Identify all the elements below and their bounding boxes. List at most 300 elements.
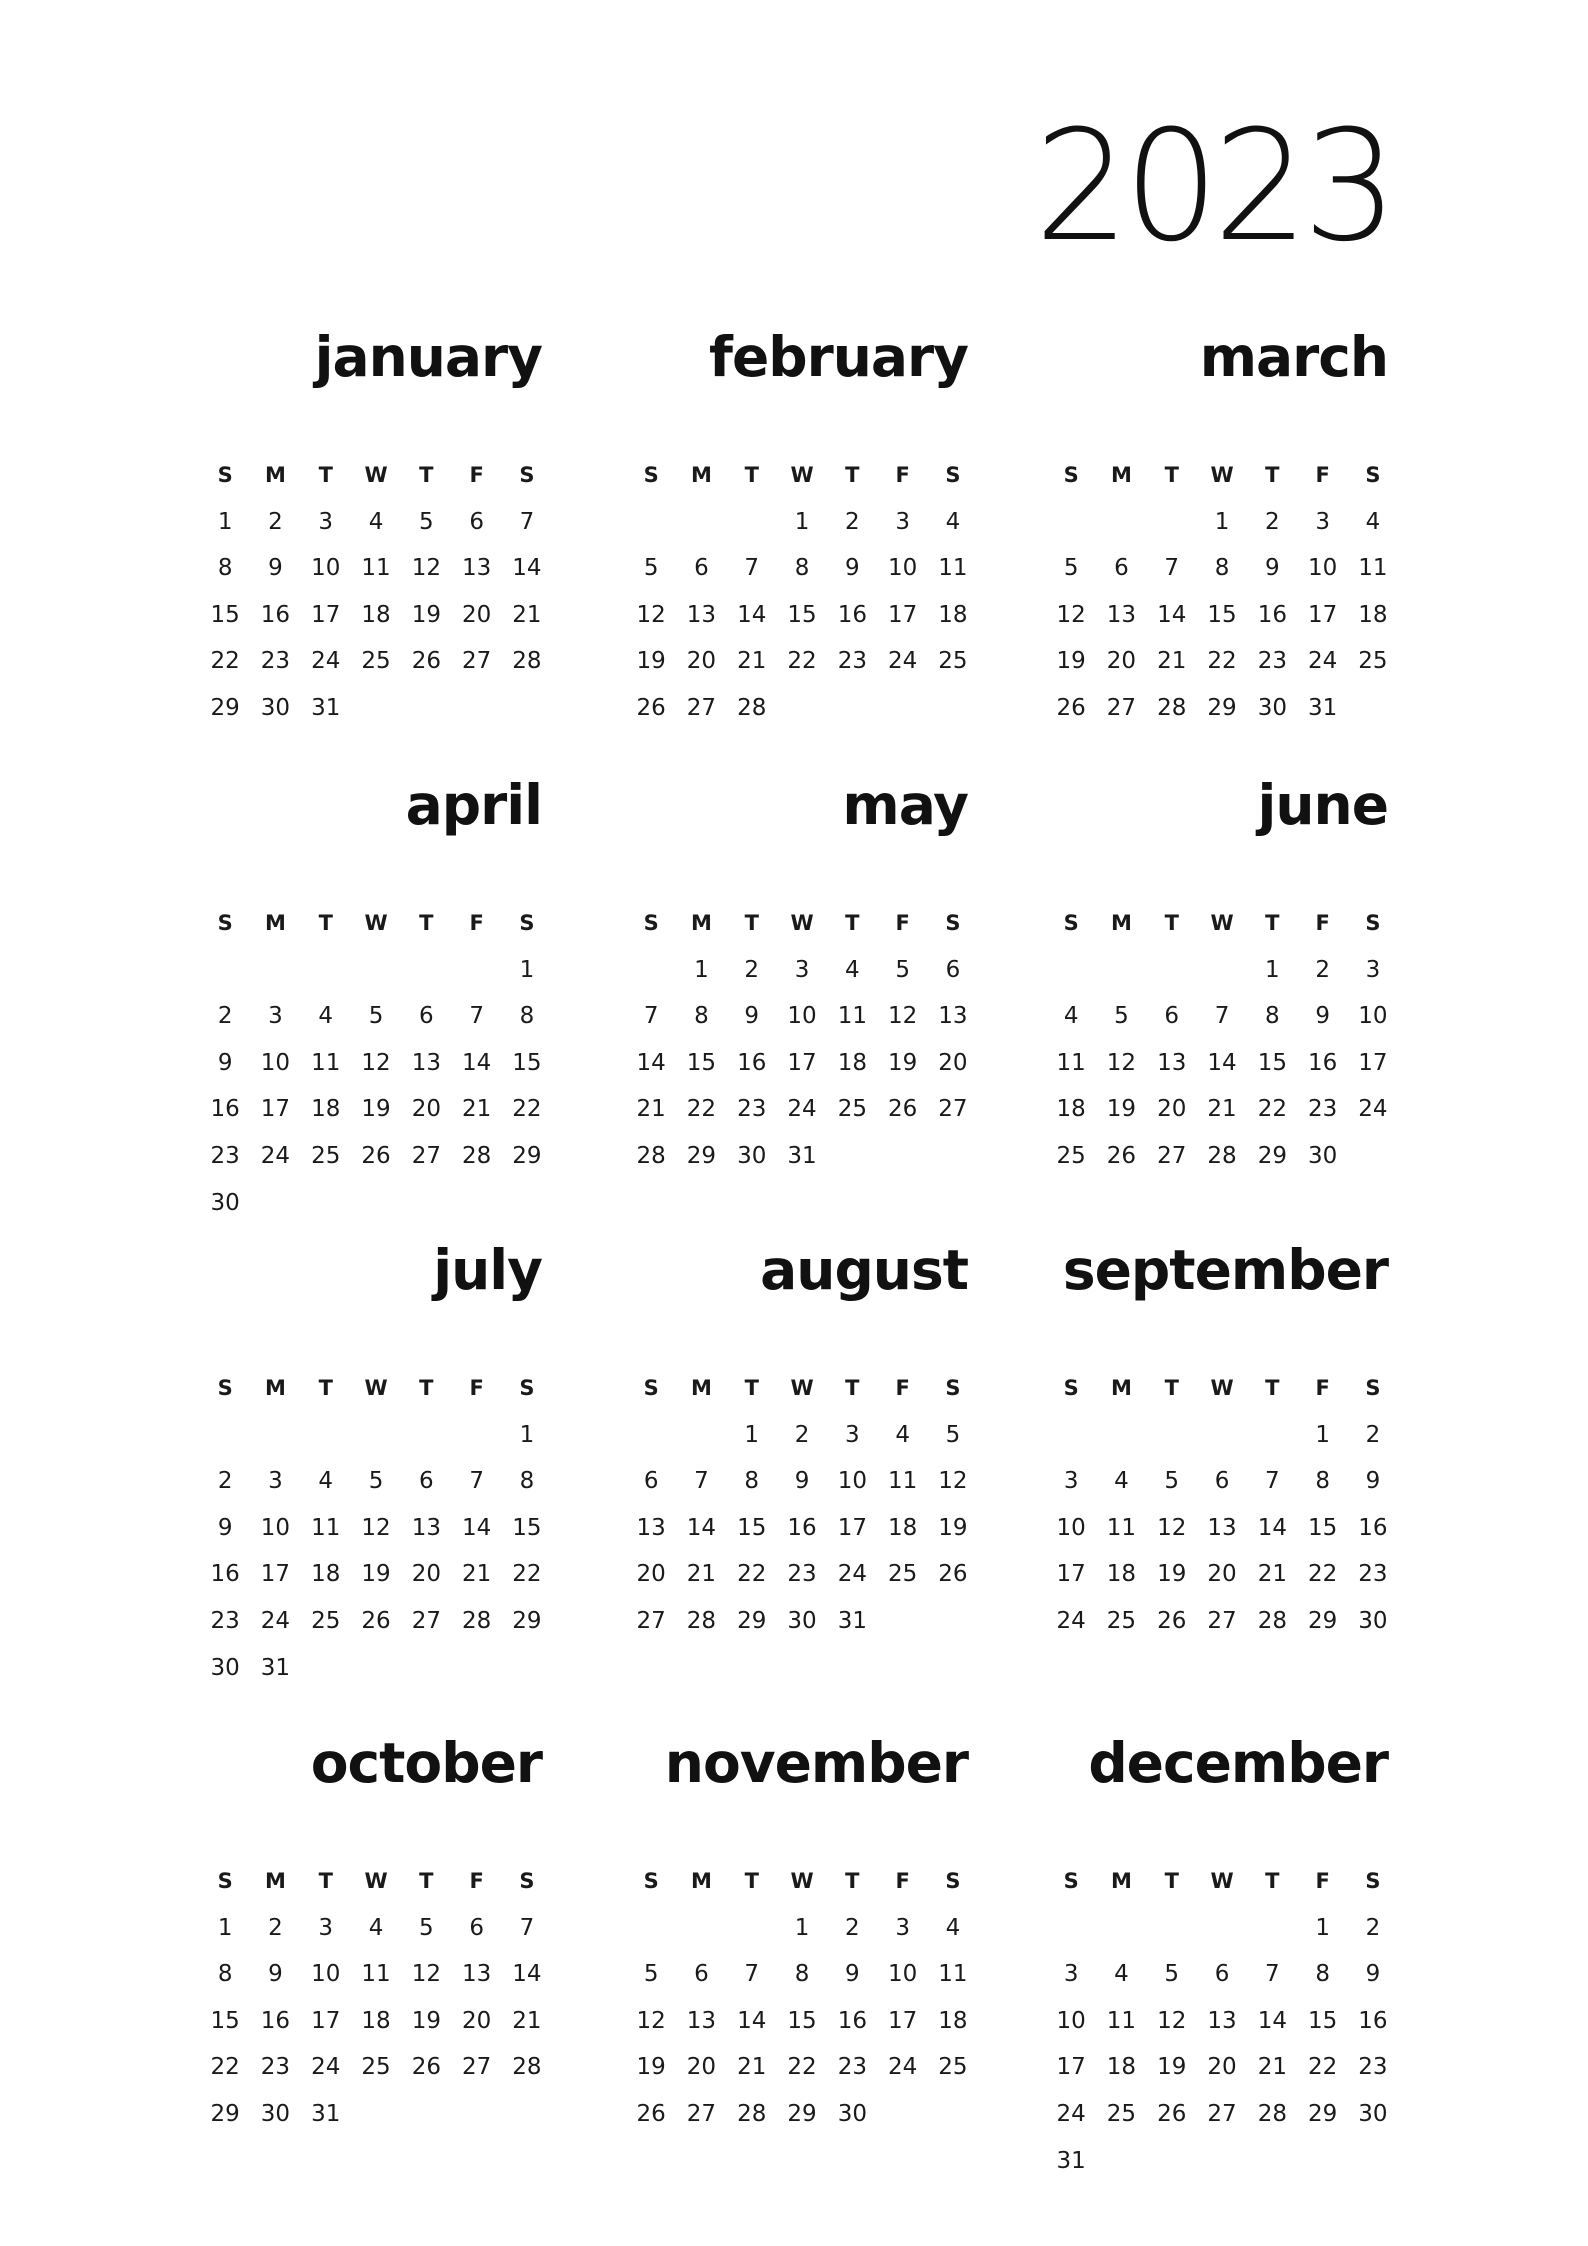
weekday-label: T	[419, 1869, 434, 1893]
day-cell: 8	[694, 1003, 709, 1030]
day-cell: 28	[461, 1607, 492, 1634]
weekday-label: W	[364, 1376, 388, 1400]
day-cell: 9	[268, 555, 283, 582]
day-cell: 30	[1358, 2100, 1388, 2127]
day-cell: 18	[938, 601, 968, 628]
day-cell: 29	[512, 1142, 542, 1169]
day-cell: 18	[837, 1049, 867, 1076]
weekday-label: S	[519, 1376, 535, 1400]
weekday-label: F	[469, 1376, 484, 1400]
day-cell: 25	[837, 1096, 867, 1123]
day-cell: 25	[311, 1142, 341, 1169]
day-cell: 12	[1056, 601, 1086, 628]
day-cell: 25	[1358, 648, 1388, 675]
month-grid	[200, 900, 552, 1226]
day-cell: 31	[260, 1654, 291, 1681]
weekday-label: S	[643, 1869, 659, 1893]
day-cell: 4	[1114, 1468, 1129, 1495]
day-cell: 20	[1106, 648, 1137, 675]
day-cell: 1	[217, 508, 233, 535]
day-cell: 13	[461, 1961, 492, 1988]
day-cell: 11	[311, 1049, 341, 1076]
empty-day-cell	[1147, 1412, 1197, 1459]
day-cell: 13	[1207, 2007, 1237, 2034]
day-cell: 13	[636, 1514, 666, 1541]
day-cell: 3	[318, 508, 334, 535]
day-cell: 27	[411, 1142, 441, 1169]
weekday-label: T	[744, 1869, 759, 1893]
day-cell: 2	[794, 1421, 810, 1448]
day-cell: 1	[1265, 956, 1280, 983]
month-september	[1046, 1238, 1398, 1645]
day-cell: 22	[210, 648, 240, 675]
day-cell: 24	[260, 1142, 291, 1169]
weekday-label: T	[744, 911, 759, 935]
month-name: july	[433, 1238, 542, 1302]
day-cell: 31	[311, 2100, 341, 2127]
day-cell: 17	[311, 601, 341, 628]
weekday-label: M	[1110, 1869, 1132, 1893]
day-cell: 27	[461, 648, 492, 675]
day-cell: 14	[1257, 1514, 1287, 1541]
day-cell: 4	[945, 508, 961, 535]
month-name: june	[1257, 773, 1388, 837]
day-cell: 19	[1157, 2054, 1187, 2081]
day-cell: 29	[737, 1607, 767, 1634]
day-cell: 9	[217, 1049, 233, 1076]
day-cell: 12	[361, 1049, 391, 1076]
weekday-label: W	[364, 911, 388, 935]
day-cell: 12	[411, 1961, 441, 1988]
day-cell: 30	[260, 2100, 291, 2127]
weekday-label: W	[790, 911, 814, 935]
empty-day-cell	[727, 1905, 777, 1952]
day-cell: 10	[311, 1961, 341, 1988]
day-cell: 30	[260, 694, 291, 721]
day-cell: 22	[1257, 1096, 1287, 1123]
day-cell: 29	[1307, 2100, 1338, 2127]
day-cell: 6	[1214, 1468, 1230, 1495]
day-cell: 18	[311, 1561, 341, 1588]
day-cell: 5	[643, 1961, 659, 1988]
day-cell: 22	[686, 1096, 717, 1123]
month-name: november	[664, 1731, 968, 1795]
day-cell: 19	[361, 1096, 391, 1123]
day-cell: 15	[210, 601, 240, 628]
weekday-label: T	[1265, 463, 1280, 487]
day-cell: 24	[1358, 1096, 1388, 1123]
day-cell: 10	[1056, 2007, 1086, 2034]
day-cell: 17	[787, 1049, 817, 1076]
weekday-label: T	[1164, 1376, 1179, 1400]
day-cell: 8	[1265, 1003, 1280, 1030]
day-cell: 6	[469, 1914, 484, 1941]
day-cell: 3	[794, 956, 810, 983]
day-cell: 28	[461, 1142, 492, 1169]
weekday-label: F	[895, 1869, 910, 1893]
day-cell: 4	[318, 1003, 334, 1030]
weekday-label: M	[264, 463, 286, 487]
empty-day-cell	[200, 947, 250, 994]
day-cell: 14	[461, 1049, 492, 1076]
day-cell: 21	[1257, 2054, 1287, 2081]
day-cell: 13	[938, 1003, 968, 1030]
day-cell: 17	[260, 1561, 291, 1588]
day-cell: 1	[1315, 1421, 1330, 1448]
day-cell: 20	[1207, 2054, 1237, 2081]
day-cell: 12	[1157, 1514, 1187, 1541]
day-cell: 19	[411, 2007, 441, 2034]
day-cell: 25	[361, 648, 391, 675]
day-cell: 28	[512, 648, 542, 675]
empty-day-cell	[1247, 1412, 1297, 1459]
day-cell: 10	[837, 1468, 867, 1495]
day-cell: 8	[794, 1961, 810, 1988]
day-cell: 19	[1157, 1561, 1187, 1588]
day-cell: 19	[636, 648, 666, 675]
empty-day-cell	[301, 1412, 351, 1459]
day-cell: 21	[636, 1096, 666, 1123]
weekday-label: T	[845, 911, 860, 935]
day-cell: 17	[260, 1096, 291, 1123]
day-cell: 17	[311, 2007, 341, 2034]
day-cell: 17	[887, 2007, 918, 2034]
day-cell: 13	[411, 1049, 441, 1076]
day-cell: 30	[837, 2100, 867, 2127]
weekday-label: W	[790, 1869, 814, 1893]
empty-day-cell	[676, 499, 726, 546]
day-cell: 19	[361, 1561, 391, 1588]
month-february	[626, 325, 978, 732]
day-cell: 6	[469, 508, 484, 535]
day-cell: 7	[469, 1468, 484, 1495]
day-cell: 3	[895, 508, 910, 535]
month-march	[1046, 325, 1398, 732]
day-cell: 27	[1157, 1142, 1187, 1169]
month-grid	[1046, 1365, 1398, 1645]
weekday-label: W	[1210, 463, 1234, 487]
day-cell: 21	[737, 2054, 767, 2081]
day-cell: 7	[744, 1961, 760, 1988]
day-cell: 11	[1056, 1049, 1086, 1076]
empty-day-cell	[250, 1412, 300, 1459]
day-cell: 16	[210, 1096, 240, 1123]
day-cell: 13	[411, 1514, 441, 1541]
weekday-label: S	[945, 911, 961, 935]
day-cell: 24	[887, 648, 918, 675]
weekday-label: T	[318, 911, 333, 935]
day-cell: 16	[1358, 1514, 1388, 1541]
day-cell: 25	[311, 1607, 341, 1634]
weekday-label: S	[643, 1376, 659, 1400]
day-cell: 5	[368, 1003, 384, 1030]
day-cell: 14	[737, 601, 767, 628]
weekday-label: T	[744, 463, 759, 487]
day-cell: 29	[686, 1142, 717, 1169]
month-june	[1046, 773, 1398, 1180]
month-december	[1046, 1731, 1398, 2184]
day-cell: 12	[411, 555, 441, 582]
day-cell: 15	[1257, 1049, 1287, 1076]
weekday-label: F	[1315, 463, 1330, 487]
weekday-label: T	[419, 1376, 434, 1400]
day-cell: 22	[787, 2054, 817, 2081]
empty-day-cell	[727, 499, 777, 546]
day-cell: 24	[887, 2054, 918, 2081]
weekday-label: W	[790, 1376, 814, 1400]
day-cell: 20	[938, 1049, 968, 1076]
empty-day-cell	[1247, 1905, 1297, 1952]
month-name: february	[709, 325, 968, 389]
day-cell: 12	[887, 1003, 918, 1030]
weekday-label: S	[1063, 1376, 1079, 1400]
day-cell: 16	[260, 2007, 291, 2034]
empty-day-cell	[1046, 947, 1096, 994]
day-cell: 1	[519, 956, 535, 983]
day-cell: 6	[1164, 1003, 1180, 1030]
day-cell: 31	[787, 1142, 817, 1169]
day-cell: 27	[411, 1607, 441, 1634]
day-cell: 9	[1315, 1003, 1330, 1030]
day-cell: 29	[210, 694, 240, 721]
day-cell: 4	[895, 1421, 910, 1448]
day-cell: 12	[938, 1468, 968, 1495]
day-cell: 20	[636, 1561, 666, 1588]
day-cell: 29	[1207, 694, 1237, 721]
weekday-label: T	[1164, 1869, 1179, 1893]
day-cell: 15	[787, 601, 817, 628]
day-cell: 11	[1106, 2007, 1137, 2034]
day-cell: 3	[1365, 956, 1381, 983]
day-cell: 12	[1106, 1049, 1137, 1076]
day-cell: 4	[845, 956, 860, 983]
empty-day-cell	[626, 1412, 676, 1459]
day-cell: 27	[1207, 2100, 1237, 2127]
day-cell: 2	[268, 508, 283, 535]
day-cell: 13	[686, 2007, 717, 2034]
day-cell: 31	[1307, 694, 1338, 721]
day-cell: 20	[411, 1561, 441, 1588]
day-cell: 2	[1315, 956, 1330, 983]
day-cell: 25	[1106, 2100, 1137, 2127]
empty-day-cell	[1046, 499, 1096, 546]
day-cell: 10	[311, 555, 341, 582]
day-cell: 24	[1307, 648, 1338, 675]
weekday-label: S	[945, 1869, 961, 1893]
day-cell: 27	[1106, 694, 1137, 721]
weekday-label: T	[318, 463, 333, 487]
day-cell: 28	[686, 1607, 717, 1634]
day-cell: 15	[210, 2007, 240, 2034]
day-cell: 11	[887, 1468, 918, 1495]
day-cell: 11	[938, 1961, 968, 1988]
day-cell: 22	[787, 648, 817, 675]
day-cell: 19	[887, 1049, 918, 1076]
day-cell: 11	[311, 1514, 341, 1541]
day-cell: 28	[512, 2054, 542, 2081]
day-cell: 5	[368, 1468, 384, 1495]
day-cell: 24	[311, 2054, 341, 2081]
weekday-label: S	[1365, 1376, 1381, 1400]
day-cell: 16	[1358, 2007, 1388, 2034]
day-cell: 21	[461, 1096, 492, 1123]
day-cell: 14	[461, 1514, 492, 1541]
day-cell: 23	[1358, 2054, 1388, 2081]
empty-day-cell	[676, 1905, 726, 1952]
day-cell: 2	[1265, 508, 1280, 535]
day-cell: 16	[1307, 1049, 1338, 1076]
weekday-label: M	[264, 911, 286, 935]
day-cell: 30	[737, 1142, 767, 1169]
day-cell: 7	[694, 1468, 709, 1495]
day-cell: 12	[636, 601, 666, 628]
weekday-label: W	[1210, 1376, 1234, 1400]
empty-day-cell	[1147, 947, 1197, 994]
day-cell: 12	[1157, 2007, 1187, 2034]
month-grid	[626, 1365, 978, 1645]
day-cell: 1	[794, 1914, 810, 1941]
day-cell: 5	[419, 508, 434, 535]
month-grid	[200, 1858, 552, 2138]
day-cell: 30	[1358, 1607, 1388, 1634]
day-cell: 27	[686, 694, 717, 721]
weekday-label: T	[845, 1869, 860, 1893]
day-cell: 15	[686, 1049, 717, 1076]
day-cell: 3	[318, 1914, 334, 1941]
day-cell: 21	[512, 2007, 542, 2034]
day-cell: 12	[636, 2007, 666, 2034]
day-cell: 28	[1157, 694, 1187, 721]
day-cell: 28	[1257, 1607, 1287, 1634]
weekday-label: M	[1110, 911, 1132, 935]
month-name: january	[314, 325, 542, 389]
weekday-label: T	[845, 1376, 860, 1400]
day-cell: 24	[1056, 2100, 1086, 2127]
day-cell: 4	[1114, 1961, 1129, 1988]
empty-day-cell	[626, 947, 676, 994]
day-cell: 2	[1365, 1421, 1381, 1448]
day-cell: 21	[512, 601, 542, 628]
day-cell: 2	[217, 1468, 233, 1495]
month-name: march	[1199, 325, 1388, 389]
day-cell: 4	[1063, 1003, 1079, 1030]
day-cell: 31	[837, 1607, 867, 1634]
day-cell: 5	[1164, 1961, 1180, 1988]
day-cell: 21	[1207, 1096, 1237, 1123]
month-name: september	[1062, 1238, 1388, 1302]
day-cell: 22	[1307, 1561, 1338, 1588]
day-cell: 11	[1106, 1514, 1137, 1541]
day-cell: 13	[461, 555, 492, 582]
day-cell: 25	[938, 2054, 968, 2081]
weekday-label: W	[364, 463, 388, 487]
month-grid	[1046, 452, 1398, 732]
day-cell: 8	[519, 1003, 535, 1030]
day-cell: 6	[1214, 1961, 1230, 1988]
day-cell: 29	[1307, 1607, 1338, 1634]
day-cell: 7	[1214, 1003, 1230, 1030]
day-cell: 9	[1365, 1468, 1381, 1495]
weekday-label: T	[1265, 1869, 1280, 1893]
day-cell: 8	[794, 555, 810, 582]
day-cell: 2	[845, 1914, 860, 1941]
day-cell: 19	[1056, 648, 1086, 675]
day-cell: 8	[217, 1961, 233, 1988]
day-cell: 26	[411, 648, 441, 675]
weekday-label: F	[1315, 911, 1330, 935]
month-grid	[1046, 1858, 1398, 2184]
day-cell: 24	[787, 1096, 817, 1123]
day-cell: 4	[318, 1468, 334, 1495]
day-cell: 16	[787, 1514, 817, 1541]
day-cell: 17	[1056, 2054, 1086, 2081]
day-cell: 23	[1358, 1561, 1388, 1588]
day-cell: 27	[461, 2054, 492, 2081]
day-cell: 8	[1214, 555, 1230, 582]
weekday-label: S	[945, 463, 961, 487]
weekday-label: T	[744, 1376, 759, 1400]
day-cell: 25	[1056, 1142, 1086, 1169]
weekday-label: S	[1063, 1869, 1079, 1893]
day-cell: 20	[1207, 1561, 1237, 1588]
month-may	[626, 773, 978, 1180]
day-cell: 14	[512, 1961, 542, 1988]
weekday-label: M	[690, 911, 712, 935]
year-title: 2023	[1034, 98, 1392, 276]
day-cell: 25	[1106, 1607, 1137, 1634]
day-cell: 5	[419, 1914, 434, 1941]
day-cell: 3	[1063, 1961, 1079, 1988]
day-cell: 25	[361, 2054, 391, 2081]
day-cell: 15	[787, 2007, 817, 2034]
day-cell: 11	[361, 555, 391, 582]
day-cell: 11	[361, 1961, 391, 1988]
weekday-label: M	[690, 463, 712, 487]
weekday-label: T	[318, 1376, 333, 1400]
day-cell: 22	[512, 1096, 542, 1123]
day-cell: 1	[519, 1421, 535, 1448]
weekday-label: S	[519, 911, 535, 935]
day-cell: 7	[519, 508, 535, 535]
day-cell: 18	[1106, 2054, 1137, 2081]
day-cell: 23	[210, 1607, 240, 1634]
day-cell: 22	[512, 1561, 542, 1588]
day-cell: 26	[361, 1607, 391, 1634]
weekday-label: S	[217, 1869, 233, 1893]
day-cell: 10	[887, 1961, 918, 1988]
day-cell: 11	[1358, 555, 1388, 582]
day-cell: 3	[1315, 508, 1330, 535]
weekday-label: F	[895, 911, 910, 935]
month-grid	[200, 452, 552, 732]
weekday-label: F	[1315, 1376, 1330, 1400]
day-cell: 22	[1207, 648, 1237, 675]
day-cell: 26	[938, 1561, 968, 1588]
day-cell: 16	[260, 601, 291, 628]
weekday-label: T	[419, 463, 434, 487]
weekday-label: M	[690, 1869, 712, 1893]
empty-day-cell	[1096, 1905, 1146, 1952]
day-cell: 3	[845, 1421, 860, 1448]
weekday-label: T	[1164, 463, 1179, 487]
day-cell: 26	[1056, 694, 1086, 721]
weekday-label: T	[419, 911, 434, 935]
day-cell: 24	[260, 1607, 291, 1634]
day-cell: 13	[1157, 1049, 1187, 1076]
weekday-label: M	[1110, 1376, 1132, 1400]
day-cell: 5	[1164, 1468, 1180, 1495]
day-cell: 23	[837, 648, 867, 675]
